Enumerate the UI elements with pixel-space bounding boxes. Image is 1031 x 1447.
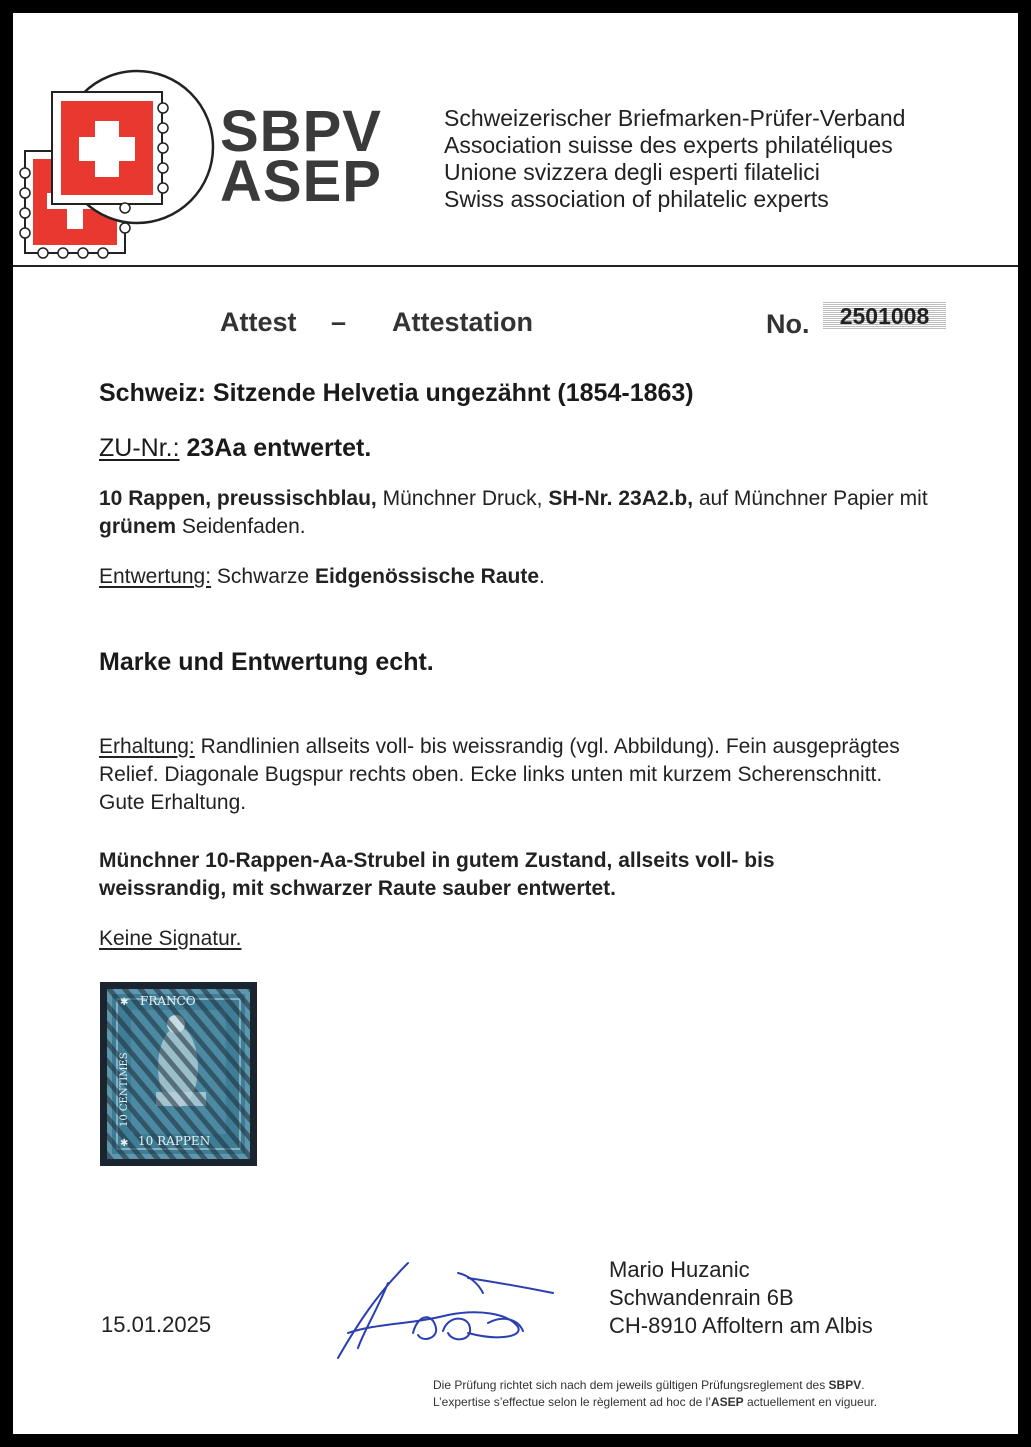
expert-street: Schwandenrain 6B	[609, 1285, 794, 1310]
condition-description: Randlinien allseits voll- bis weissrandig (vgl. Abbildung). Fein ausgeprägtes Relief. Diagonale Bugspur rechts oben. Ecke links unten mit kurzem Scherenschnitt. Gute Erhaltung.	[99, 735, 900, 814]
desc-thread: Seidenfaden.	[176, 515, 306, 538]
title-attest: Attest	[220, 307, 297, 337]
helvetia-stamp-icon	[100, 982, 257, 1166]
verdict: Marke und Entwertung echt.	[99, 648, 434, 676]
logo-line-sbpv: SBPV	[220, 99, 382, 164]
association-name-fr: Association suisse des experts philatéliques	[444, 132, 893, 158]
regulation-de-org: SBPV	[828, 1378, 862, 1392]
title-dash: –	[331, 307, 347, 337]
zu-label: ZU-Nr.:	[99, 434, 180, 462]
cancellation-label: Entwertung:	[99, 565, 212, 588]
stamp-issue-heading: Schweiz: Sitzende Helvetia ungezähnt (1854-1863)	[99, 379, 694, 407]
logo-line-asep: ASEP	[220, 149, 382, 214]
certificate-number-label: No.	[766, 309, 810, 339]
title-attestation: Attestation	[392, 307, 533, 337]
cancellation-period: .	[539, 565, 545, 588]
stamp-image	[100, 982, 257, 1166]
zu-number-line	[99, 433, 959, 463]
cancellation-text: Schwarze	[211, 565, 315, 588]
regulation-fr-end: actuellement en vigueur.	[743, 1395, 878, 1409]
association-name-en: Swiss association of philatelic experts	[444, 186, 829, 212]
desc-paper: auf Münchner Papier mit	[693, 487, 928, 510]
header-divider	[13, 265, 1018, 267]
expert-address	[609, 1256, 873, 1340]
association-names	[444, 105, 905, 213]
association-name-de: Schweizerischer Briefmarken-Prüfer-Verband	[444, 105, 906, 131]
summary: Münchner 10-Rappen-Aa-Strubel in gutem Zustand, allseits voll- bis weissrandig, mit schwarzer Raute sauber entwertet.	[99, 849, 775, 900]
cancellation-line	[99, 563, 959, 591]
stamp-top-text: FRANCO	[140, 994, 196, 1008]
regulation-fr-org: ASEP	[710, 1395, 744, 1409]
stamp-corner-star-icon: ✱	[120, 997, 129, 1008]
logo-wordmark	[220, 99, 382, 214]
expert-name: Mario Huzanic	[609, 1257, 750, 1282]
association-name-it: Unione svizzera degli esperti filatelici	[444, 159, 820, 185]
certificate-number: 2501008	[823, 302, 946, 330]
desc-print: Münchner Druck,	[376, 487, 549, 510]
regulation-notice	[433, 1377, 877, 1411]
regulation-line-fr	[433, 1394, 877, 1411]
expert-city: CH-8910 Affoltern am Albis	[609, 1313, 873, 1338]
regulation-de-text: Die Prüfung richtet sich nach dem jeweils gültigen Prüfungsreglement des	[433, 1378, 829, 1392]
desc-denomination: 10 Rappen, preussischblau,	[99, 487, 377, 510]
certificate-date: 15.01.2025	[101, 1312, 212, 1337]
stamp-bottom-text: 10 RAPPEN	[138, 1134, 211, 1148]
stamp-side-text: 10 CENTIMES	[119, 1052, 130, 1127]
regulation-line-de	[433, 1377, 877, 1394]
condition-label: Erhaltung:	[99, 735, 195, 758]
regulation-fr-text: L’expertise s’effectue selon le règlement ad hoc de l’	[433, 1395, 711, 1409]
stamp-corner-star-icon: ✱	[120, 1138, 129, 1149]
desc-thread-color: grünem	[99, 515, 177, 538]
regulation-de-end: .	[861, 1378, 865, 1392]
desc-sh-number: SH-Nr. 23A2.b,	[548, 487, 694, 510]
condition-text	[99, 733, 909, 817]
stamp-description	[99, 485, 949, 541]
certificate-sheet	[13, 13, 1018, 1434]
cancellation-type: Eidgenössische Raute	[314, 565, 540, 588]
zu-value: 23Aa entwertet.	[186, 434, 372, 462]
expert-signature-icon	[318, 1253, 558, 1363]
signature-note: Keine Signatur.	[99, 927, 242, 950]
